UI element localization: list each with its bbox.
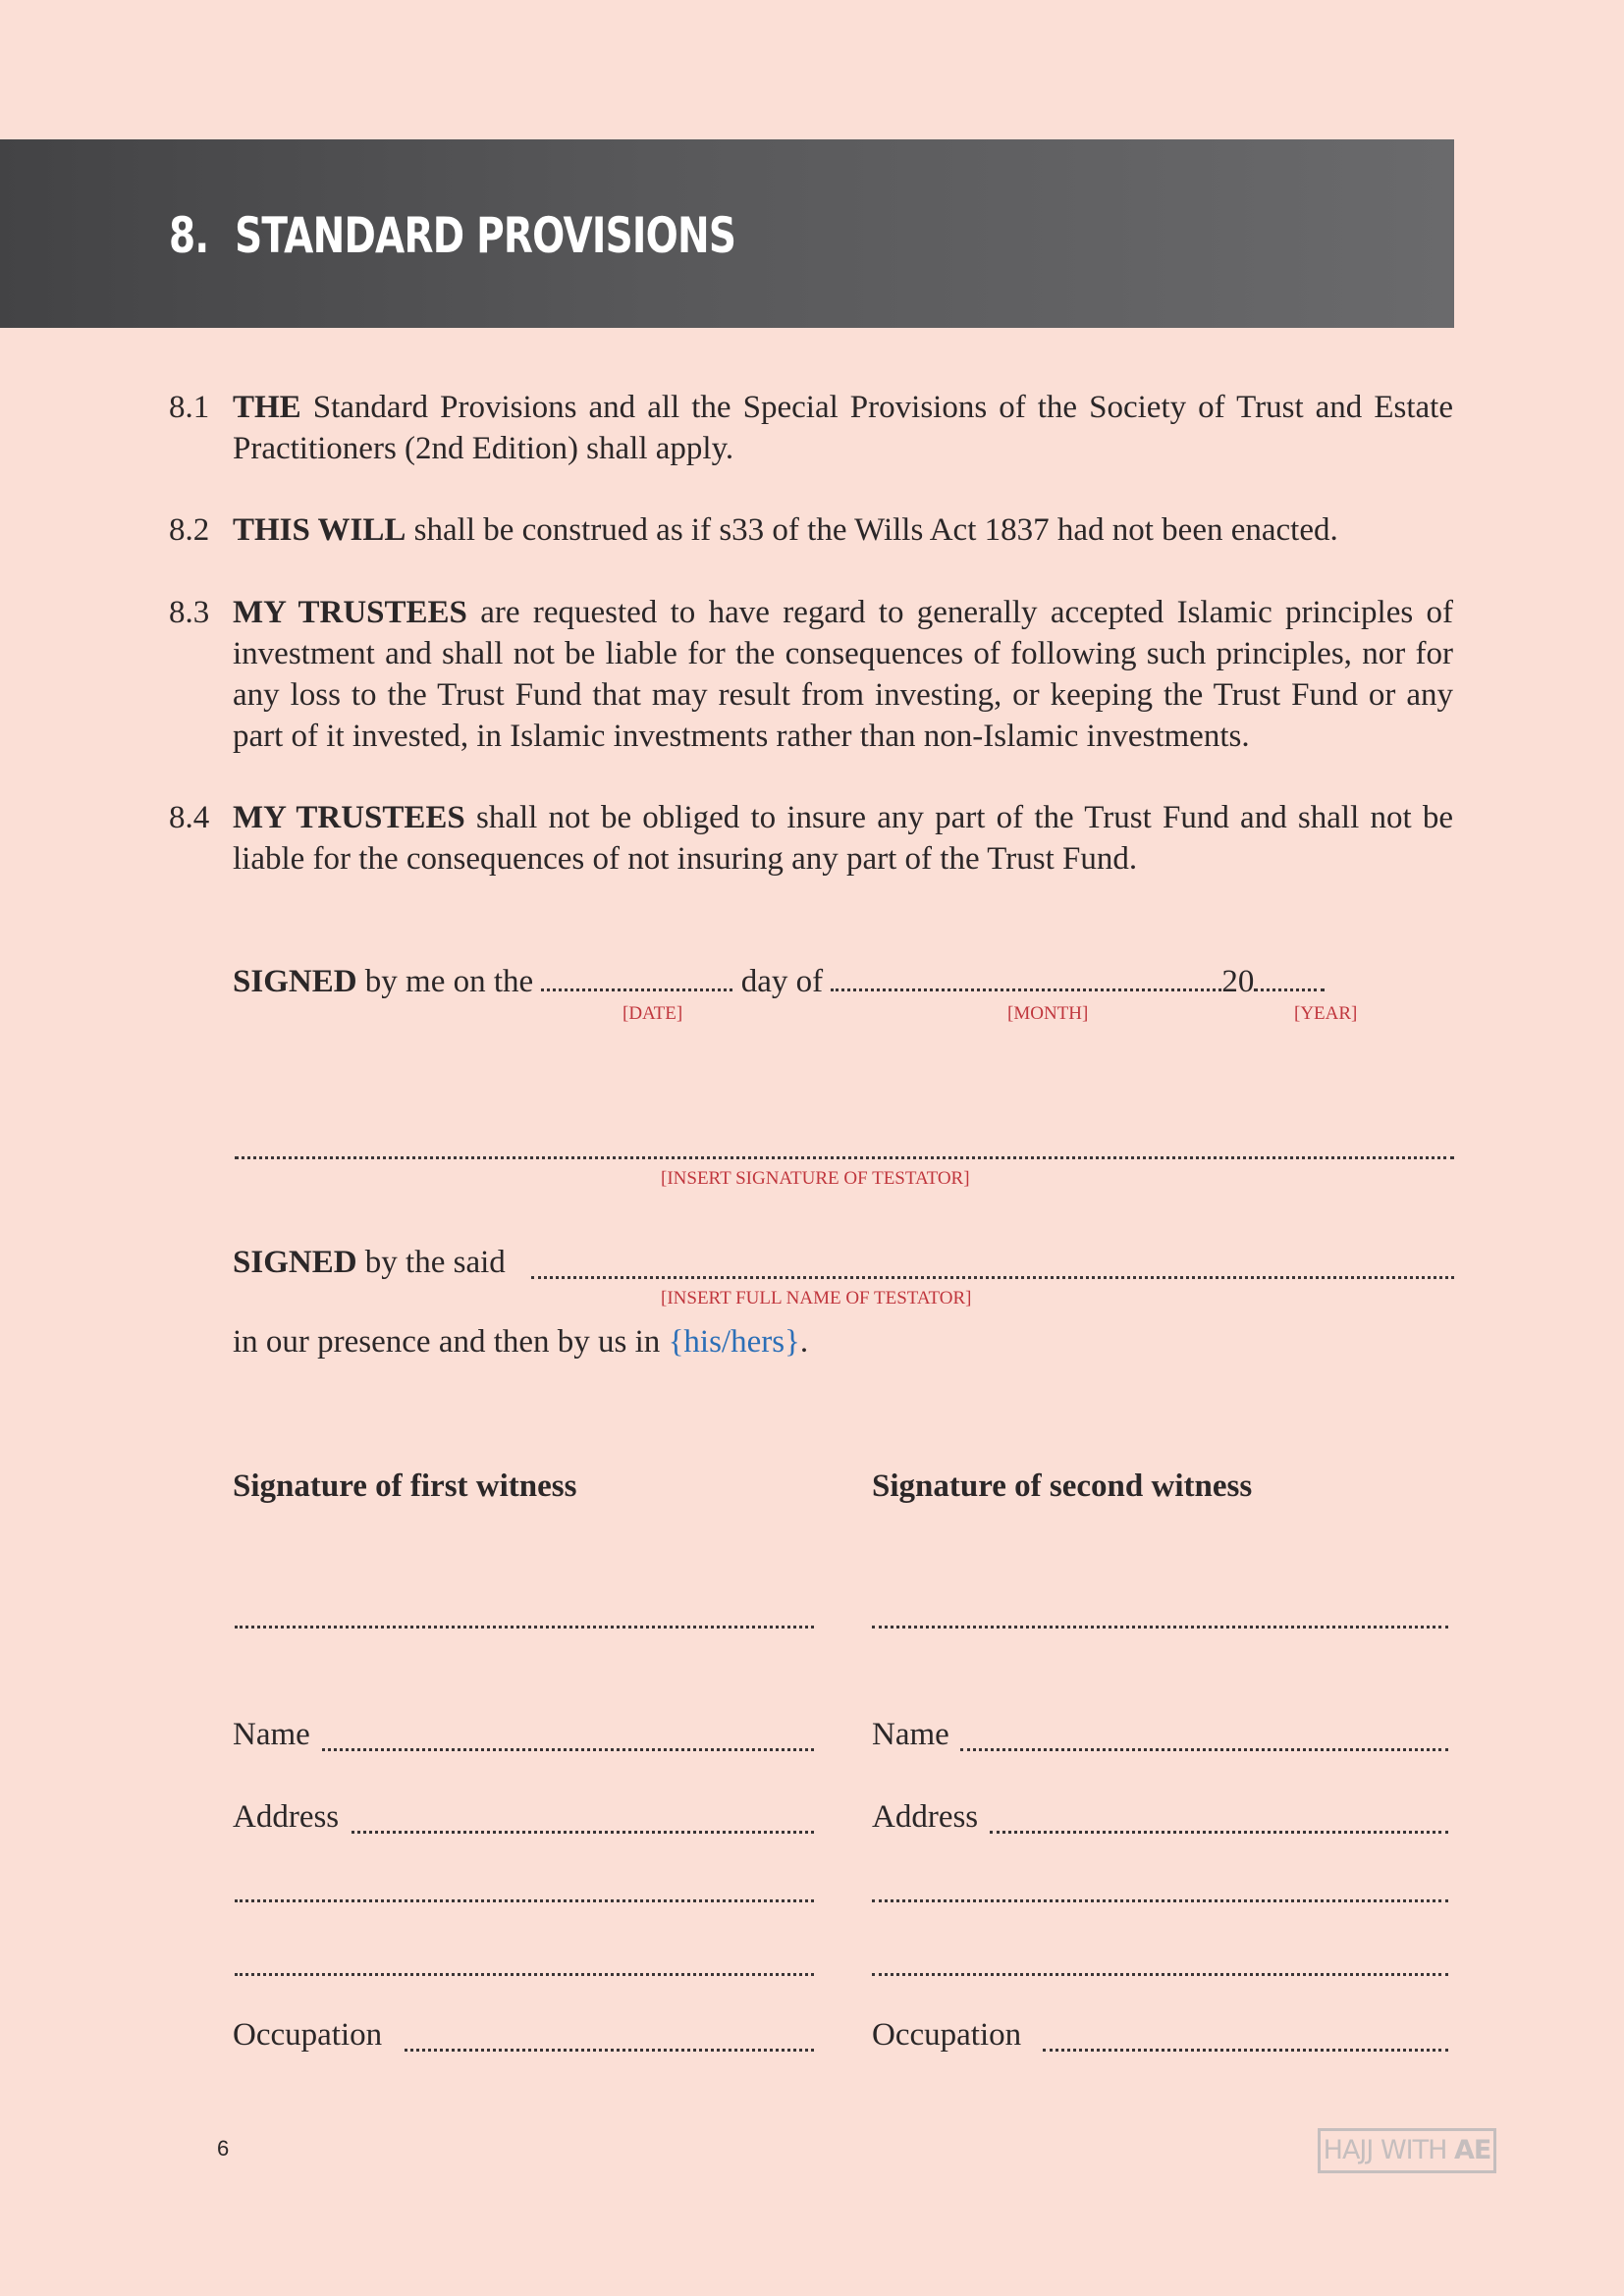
clause-number: 8.2 (169, 512, 210, 548)
month-hint: [MONTH] (1007, 1003, 1089, 1024)
first-witness-occupation-label: Occupation (233, 2017, 383, 2053)
first-witness-occupation-field[interactable] (405, 2049, 814, 2052)
clause-text (233, 509, 1453, 551)
section-number: 8. (169, 207, 209, 264)
first-witness-address-line-3[interactable] (235, 1973, 814, 1976)
second-witness-occupation-field[interactable] (1043, 2049, 1448, 2052)
clause-body: are requested to have regard to generally accepted Islamic principles of investment and shall not be liable for the consequences of following such principles, nor for any loss to the Trust Fund that may result from investing, or keeping the Trust Fund or any part of it invested, in Islamic investments rather than non-Islamic investments. (233, 595, 1453, 754)
clause-8-4 (169, 797, 1453, 880)
second-witness-occupation-label: Occupation (872, 2017, 1022, 2053)
clause-lead: MY TRUSTEES (233, 800, 465, 835)
presence-line (233, 1321, 808, 1362)
by-the-said-text: by the said (364, 1245, 506, 1280)
signed-date-line (233, 959, 1325, 1002)
clause-lead: THE (233, 390, 301, 425)
logo-text: HAJJ WITH (1323, 2135, 1454, 2165)
signature-hint: [INSERT SIGNATURE OF TESTATOR] (661, 1168, 970, 1189)
second-witness-label: Signature of second witness (872, 1468, 1253, 1504)
clause-8-1 (169, 387, 1453, 469)
signed-lead-2: SIGNED (233, 1245, 357, 1280)
month-field[interactable] (831, 959, 1221, 991)
testator-full-name-field[interactable] (531, 1276, 1454, 1279)
clause-text (233, 797, 1453, 880)
clause-text (233, 387, 1453, 469)
second-witness-address-label: Address (872, 1799, 979, 1835)
pronoun-placeholder: {his/hers} (668, 1324, 800, 1360)
first-witness-label: Signature of first witness (233, 1468, 577, 1504)
year-hint: [YEAR] (1294, 1003, 1358, 1024)
second-witness-name-field[interactable] (960, 1748, 1448, 1751)
clause-lead: MY TRUSTEES (233, 595, 467, 630)
second-witness-address-line-2[interactable] (872, 1899, 1448, 1902)
clause-number: 8.4 (169, 800, 210, 835)
page-number: 6 (217, 2136, 230, 2161)
presence-end: . (799, 1324, 809, 1360)
clause-body: shall not be obliged to insure any part of the Trust Fund and shall not be liable for the consequences of not insuring any part of the Trust Fund. (233, 800, 1453, 877)
year-prefix: 20 (1221, 964, 1255, 999)
first-witness-address-line-2[interactable] (235, 1899, 814, 1902)
clause-8-3 (169, 592, 1453, 757)
clause-lead: THIS WILL (233, 512, 406, 548)
by-me-on-the-text: by me on the (364, 964, 534, 999)
section-title-text: STANDARD PROVISIONS (235, 207, 736, 264)
signed-by-said-line (233, 1242, 506, 1283)
testator-signature-line[interactable] (235, 1156, 1454, 1159)
second-witness-name-label: Name (872, 1717, 949, 1752)
hajj-with-ae-logo (1318, 2128, 1496, 2173)
clause-number: 8.3 (169, 595, 210, 630)
clause-text (233, 592, 1453, 757)
date-field[interactable] (541, 959, 732, 991)
clause-body: shall be construed as if s33 of the Wills Act 1837 had not been enacted. (406, 512, 1338, 548)
first-witness-signature-line[interactable] (235, 1626, 814, 1629)
year-field[interactable] (1254, 959, 1325, 991)
second-witness-address-line-3[interactable] (872, 1973, 1448, 1976)
first-witness-address-field[interactable] (352, 1831, 814, 1834)
first-witness-name-label: Name (233, 1717, 310, 1752)
clause-body: Standard Provisions and all the Special Provisions of the Society of Trust and Estate Practitioners (2nd Edition) shall apply. (233, 390, 1453, 466)
second-witness-signature-line[interactable] (872, 1626, 1448, 1629)
presence-text: in our presence and then by us in (233, 1324, 661, 1360)
day-of-text: day of (740, 964, 824, 999)
full-name-hint: [INSERT FULL NAME OF TESTATOR] (661, 1288, 972, 1308)
first-witness-name-field[interactable] (322, 1748, 814, 1751)
clause-8-2 (169, 509, 1453, 551)
second-witness-address-field[interactable] (990, 1831, 1448, 1834)
logo-bold-text: AE (1453, 2135, 1491, 2165)
date-hint: [DATE] (623, 1003, 683, 1024)
signed-lead: SIGNED (233, 964, 357, 999)
first-witness-address-label: Address (233, 1799, 340, 1835)
section-title (169, 201, 735, 270)
clause-number: 8.1 (169, 390, 210, 425)
